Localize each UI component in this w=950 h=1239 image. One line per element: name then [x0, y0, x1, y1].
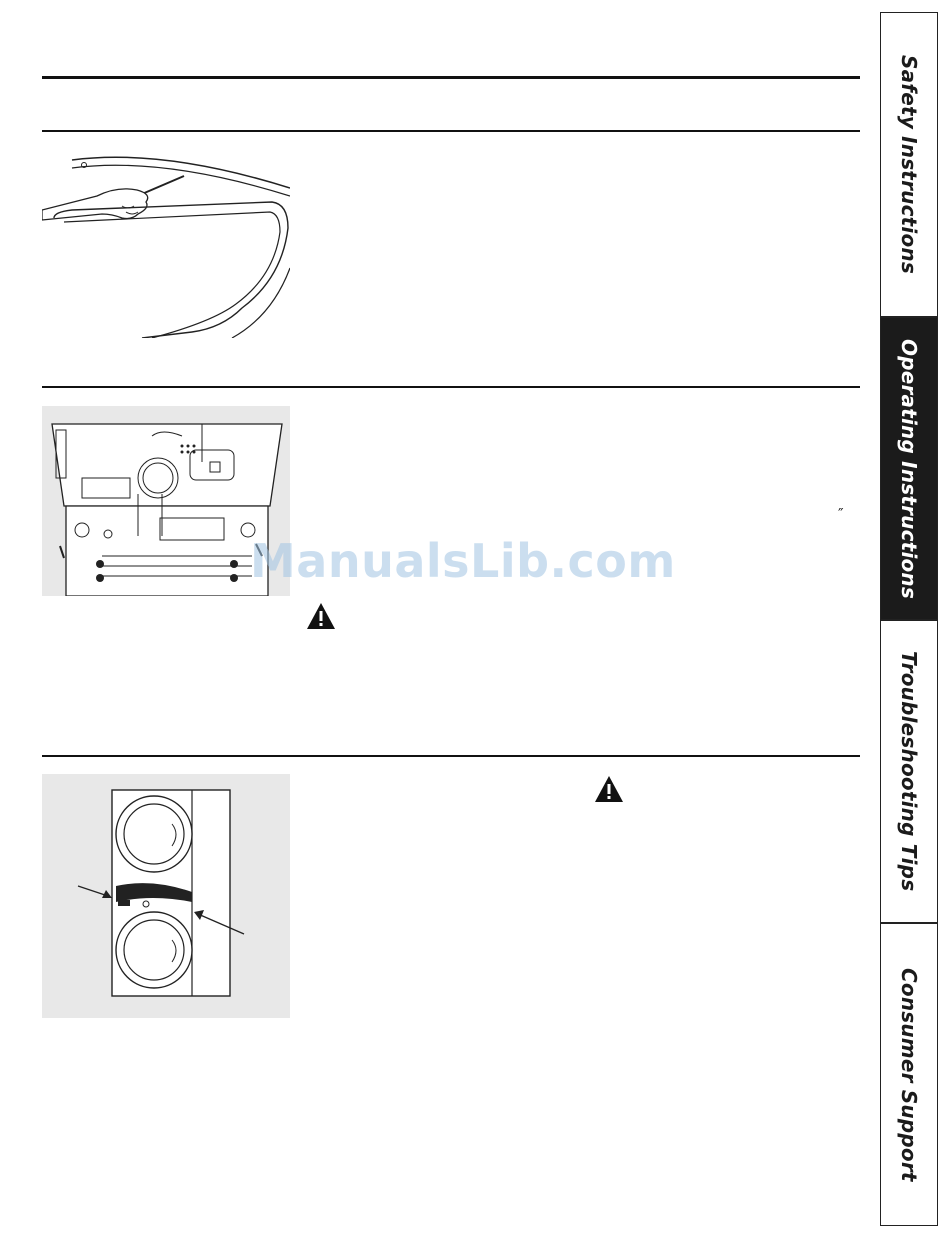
- stacked-unit-illustration: [42, 774, 290, 1018]
- inch-mark: ″: [838, 505, 844, 523]
- watermark: ManualsLib.com: [250, 534, 676, 588]
- tab-label: Safety Instructions: [897, 55, 921, 274]
- screwdriver-top-illustration: [42, 148, 290, 338]
- tab-label: Consumer Support: [897, 967, 921, 1182]
- tab-troubleshooting-tips[interactable]: [880, 620, 938, 923]
- section-1-rule: [42, 130, 860, 132]
- tab-label: Operating Instructions: [897, 338, 921, 599]
- section-3-rule: [42, 755, 860, 757]
- tab-consumer-support[interactable]: [880, 923, 938, 1226]
- illustration-stacked-unit: [42, 774, 290, 1018]
- section-2-rule: [42, 386, 860, 388]
- top-rule: [42, 76, 860, 79]
- warning-triangle-icon: [305, 601, 337, 631]
- illustration-top-panel-removal: [42, 148, 290, 338]
- warning-triangle-icon: [593, 774, 625, 804]
- tab-operating-instructions[interactable]: [880, 317, 938, 620]
- tab-label: Troubleshooting Tips: [897, 651, 921, 892]
- tab-safety-instructions[interactable]: [880, 12, 938, 317]
